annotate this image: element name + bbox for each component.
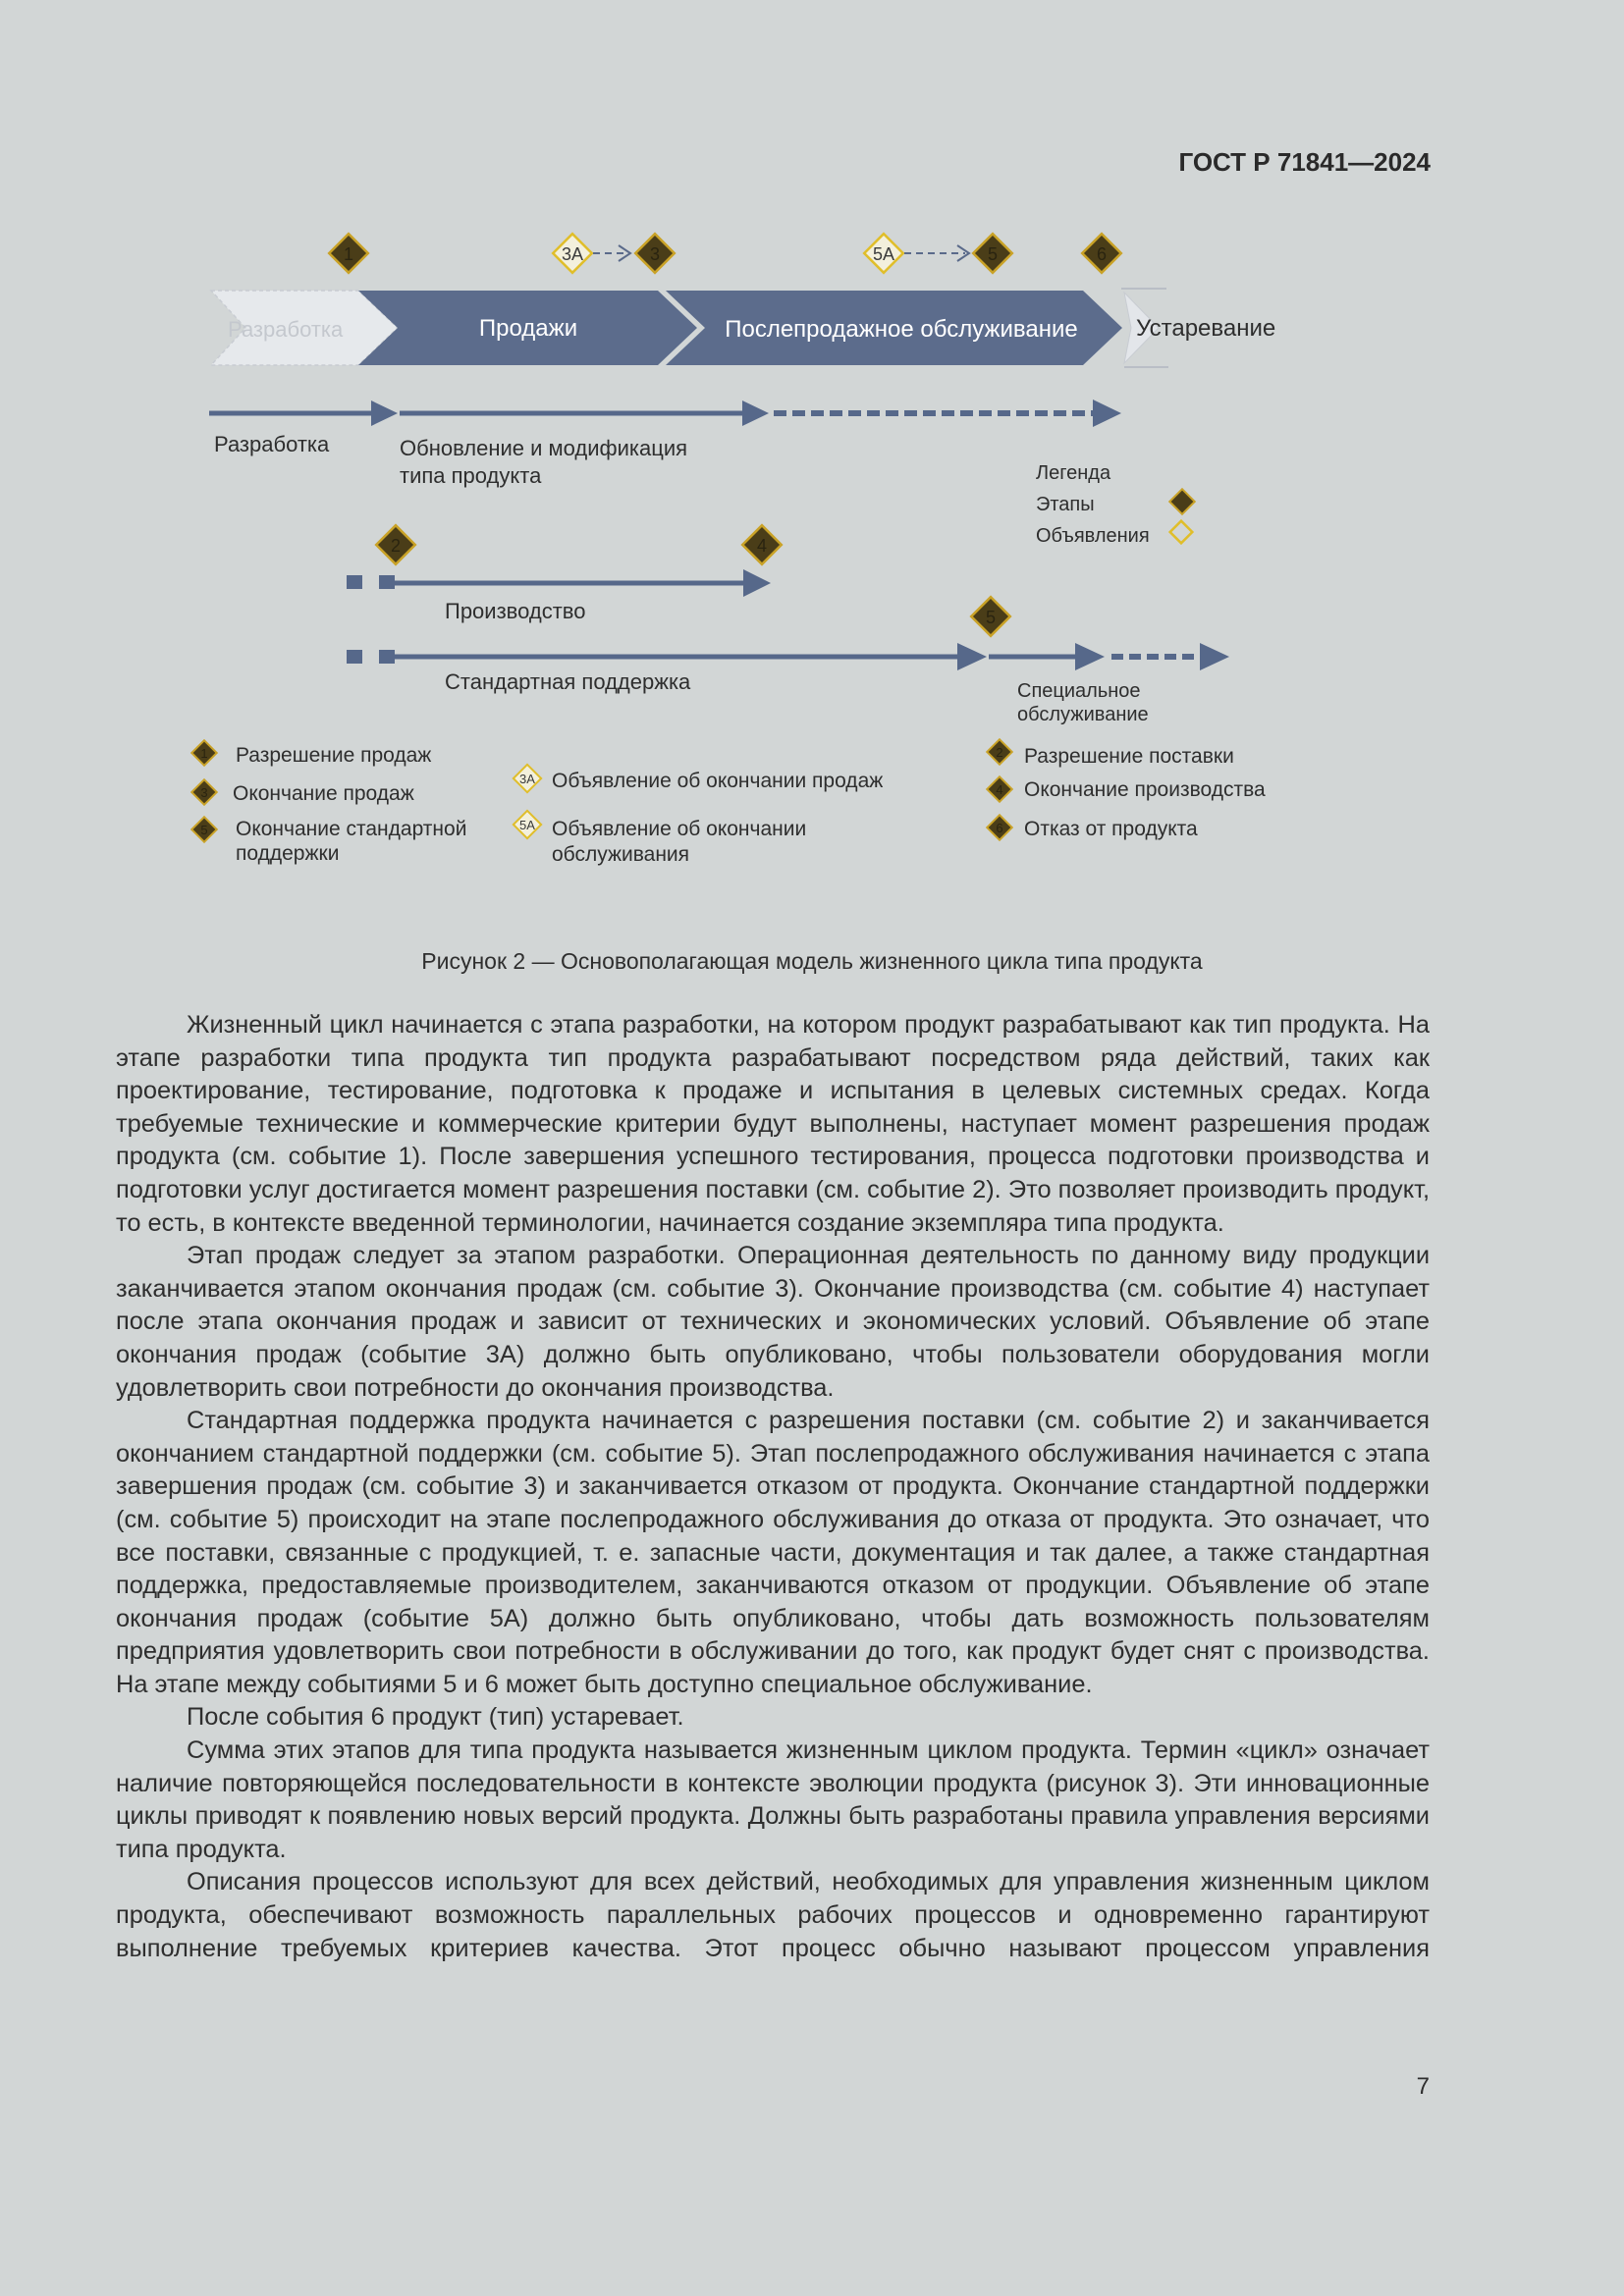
standard-support-label: Стандартная поддержка [445,669,691,694]
legend-stages-label: Этапы [1036,494,1095,515]
svg-text:5: 5 [200,823,208,837]
legend-event-5a-text-line2: обслуживания [552,843,690,866]
legend-event-3-text: Окончание продаж [233,782,414,805]
legend-event-1-text: Разрешение продаж [236,744,432,767]
chevron-obsolescence-label: Устаревание [1136,315,1276,342]
paragraph-6: Описания процессов используют для всех действий, необходимых для управления жизненным циклом продукта, обеспечивают возможность параллельных рабочих процессов и одновременно гарантируют выполнение требуемых критериев качества. Этот процесс обычно называют процессом управления [116,1868,1430,1962]
legend-event-5-text-line2: поддержки [236,842,340,865]
svg-text:2: 2 [996,745,1003,760]
figure-caption: Рисунок 2 — Основополагающая модель жизненного цикла типа продукта [421,948,1203,974]
special-service-arrow [989,643,1229,670]
chevron-sales [358,291,697,365]
svg-text:6: 6 [996,821,1003,835]
svg-text:3: 3 [200,785,208,800]
paragraph-5: Сумма этих этапов для типа продукта называется жизненным циклом продукта. Термин «цикл» означает наличие повторяющейся последовательности в контексте эволюции продукта (рисунок 3). Эти инновационные циклы приводят к появлению новых версий продукта. Должны быть разработаны правила управления версиями типа продукта. [116,1736,1430,1863]
page-number: 7 [1416,2073,1430,2100]
event-5-number: 5 [987,244,999,264]
update-dashed-arrow [774,400,1121,427]
legend-event-4-text: Окончание производства [1024,778,1266,801]
event-2-number-production: 2 [390,536,402,556]
legend-title: Легенда [1036,462,1111,484]
update-label-line2: типа продукта [400,463,542,488]
paragraph-1: Жизненный цикл начинается с этапа разработки, на котором продукт разрабатывают как тип продукта. На этапе разработки типа продукта тип продукта разрабатывают посредством ряда действий, таких как проектирование, тестирование, подготовка к продаже и испытания в целевых системных средах. Когда требуемые технические и коммерческие критерии будут выполнены, наступает момент разрешения продаж продукта (см. событие 1). После завершения успешного тестирования, процесса подготовки производства и подготовки услуг достигается момент разрешения поставки (см. событие 2). Это позволяет производить продукт, то есть, в контексте введенной терминологии, начинается создание экземпляра типа продукта. [116,1011,1430,1237]
svg-text:5A: 5A [519,818,535,832]
chevron-after-sales [666,291,1122,365]
paragraph-2: Этап продаж следует за этапом разработки. Операционная деятельность по данному виду продукции заканчивается этапом окончания продаж (см. событие 3). Окончание производства (см. событие 4) наступает после этапа окончания продаж и зависит от технических и экономических условий. Объявление об этапе окончания продаж (событие 3А) должно быть опубликовано, чтобы пользователи оборудования могли удовлетворить свои потребности до окончания производства. [116,1242,1430,1402]
legend-event-6-text: Отказ от продукта [1024,818,1198,840]
production-arrow [347,569,771,597]
event-4-number: 4 [756,536,768,556]
legend-event-3a-text: Объявление об окончании продаж [552,770,884,792]
paragraph-3: Стандартная поддержка продукта начинается с разрешения поставки (см. событие 2) и заканчивается окончанием стандартной поддержки (см. событие 5). Этап послепродажного обслуживания начинается с этапа завершения продаж (см. событие 3) и заканчивается отказом от продукта. Окончание стандартной поддержки (см. событие 5) происходит на этапе послепродажного обслуживания до отказа от продукта. Это означает, что все поставки, связанные с продукцией, т. е. запасные части, документация и так далее, а также стандартная поддержка, предоставляемые производителем, заканчиваются отказом от продукции. Объявление об этапе окончания продаж (событие 5А) должно быть опубликовано, чтобы дать возможность пользователям предприятия удовлетворить свои потребности в обслуживании до того, как продукт будет снят с производства. На этапе между событиями 5 и 6 может быть доступно специальное обслуживание. [116,1407,1430,1698]
lifecycle-diagram [0,0,1624,942]
standard-support-arrow [347,643,987,670]
svg-text:4: 4 [996,782,1003,797]
event-1-number: 1 [343,244,354,264]
special-service-label-line2: обслуживание [1017,704,1149,725]
chevron-obsolescence [1121,289,1275,367]
svg-text:3A: 3A [519,772,535,786]
event-6-number: 6 [1096,244,1108,264]
svg-text:1: 1 [200,746,208,761]
legend-announcement-icon [1170,521,1193,544]
legend-event-5-text-line1: Окончание стандартной [236,818,467,840]
chevron-development-faded [211,291,398,365]
production-label: Производство [445,599,586,623]
development-label: Разработка [214,432,330,456]
development-arrow [209,400,398,426]
event-5a-number: 5A [872,244,895,264]
legend-announcements-label: Объявления [1036,525,1150,547]
body-text [116,1009,1430,1965]
legend-event-2-text: Разрешение поставки [1024,745,1234,768]
event-3a-number: 3A [561,244,584,264]
document-code: ГОСТ Р 71841—2024 [1178,147,1431,177]
event-3-number: 3 [649,244,661,264]
legend-event-5a-text-line1: Объявление об окончании [552,818,807,840]
chevron-sales-label: Продажи [478,315,578,342]
event-5-number-support: 5 [985,608,997,627]
legend-stage-icon [1169,489,1194,513]
update-label-line1: Обновление и модификация [400,436,688,460]
chevron-development-label: Разработка [228,317,344,342]
special-service-label-line1: Специальное [1017,680,1141,702]
paragraph-4: После события 6 продукт (тип) устаревает. [187,1703,684,1732]
update-arrow [400,400,769,426]
chevron-after-sales-label: Послепродажное обслуживание [725,316,1078,343]
